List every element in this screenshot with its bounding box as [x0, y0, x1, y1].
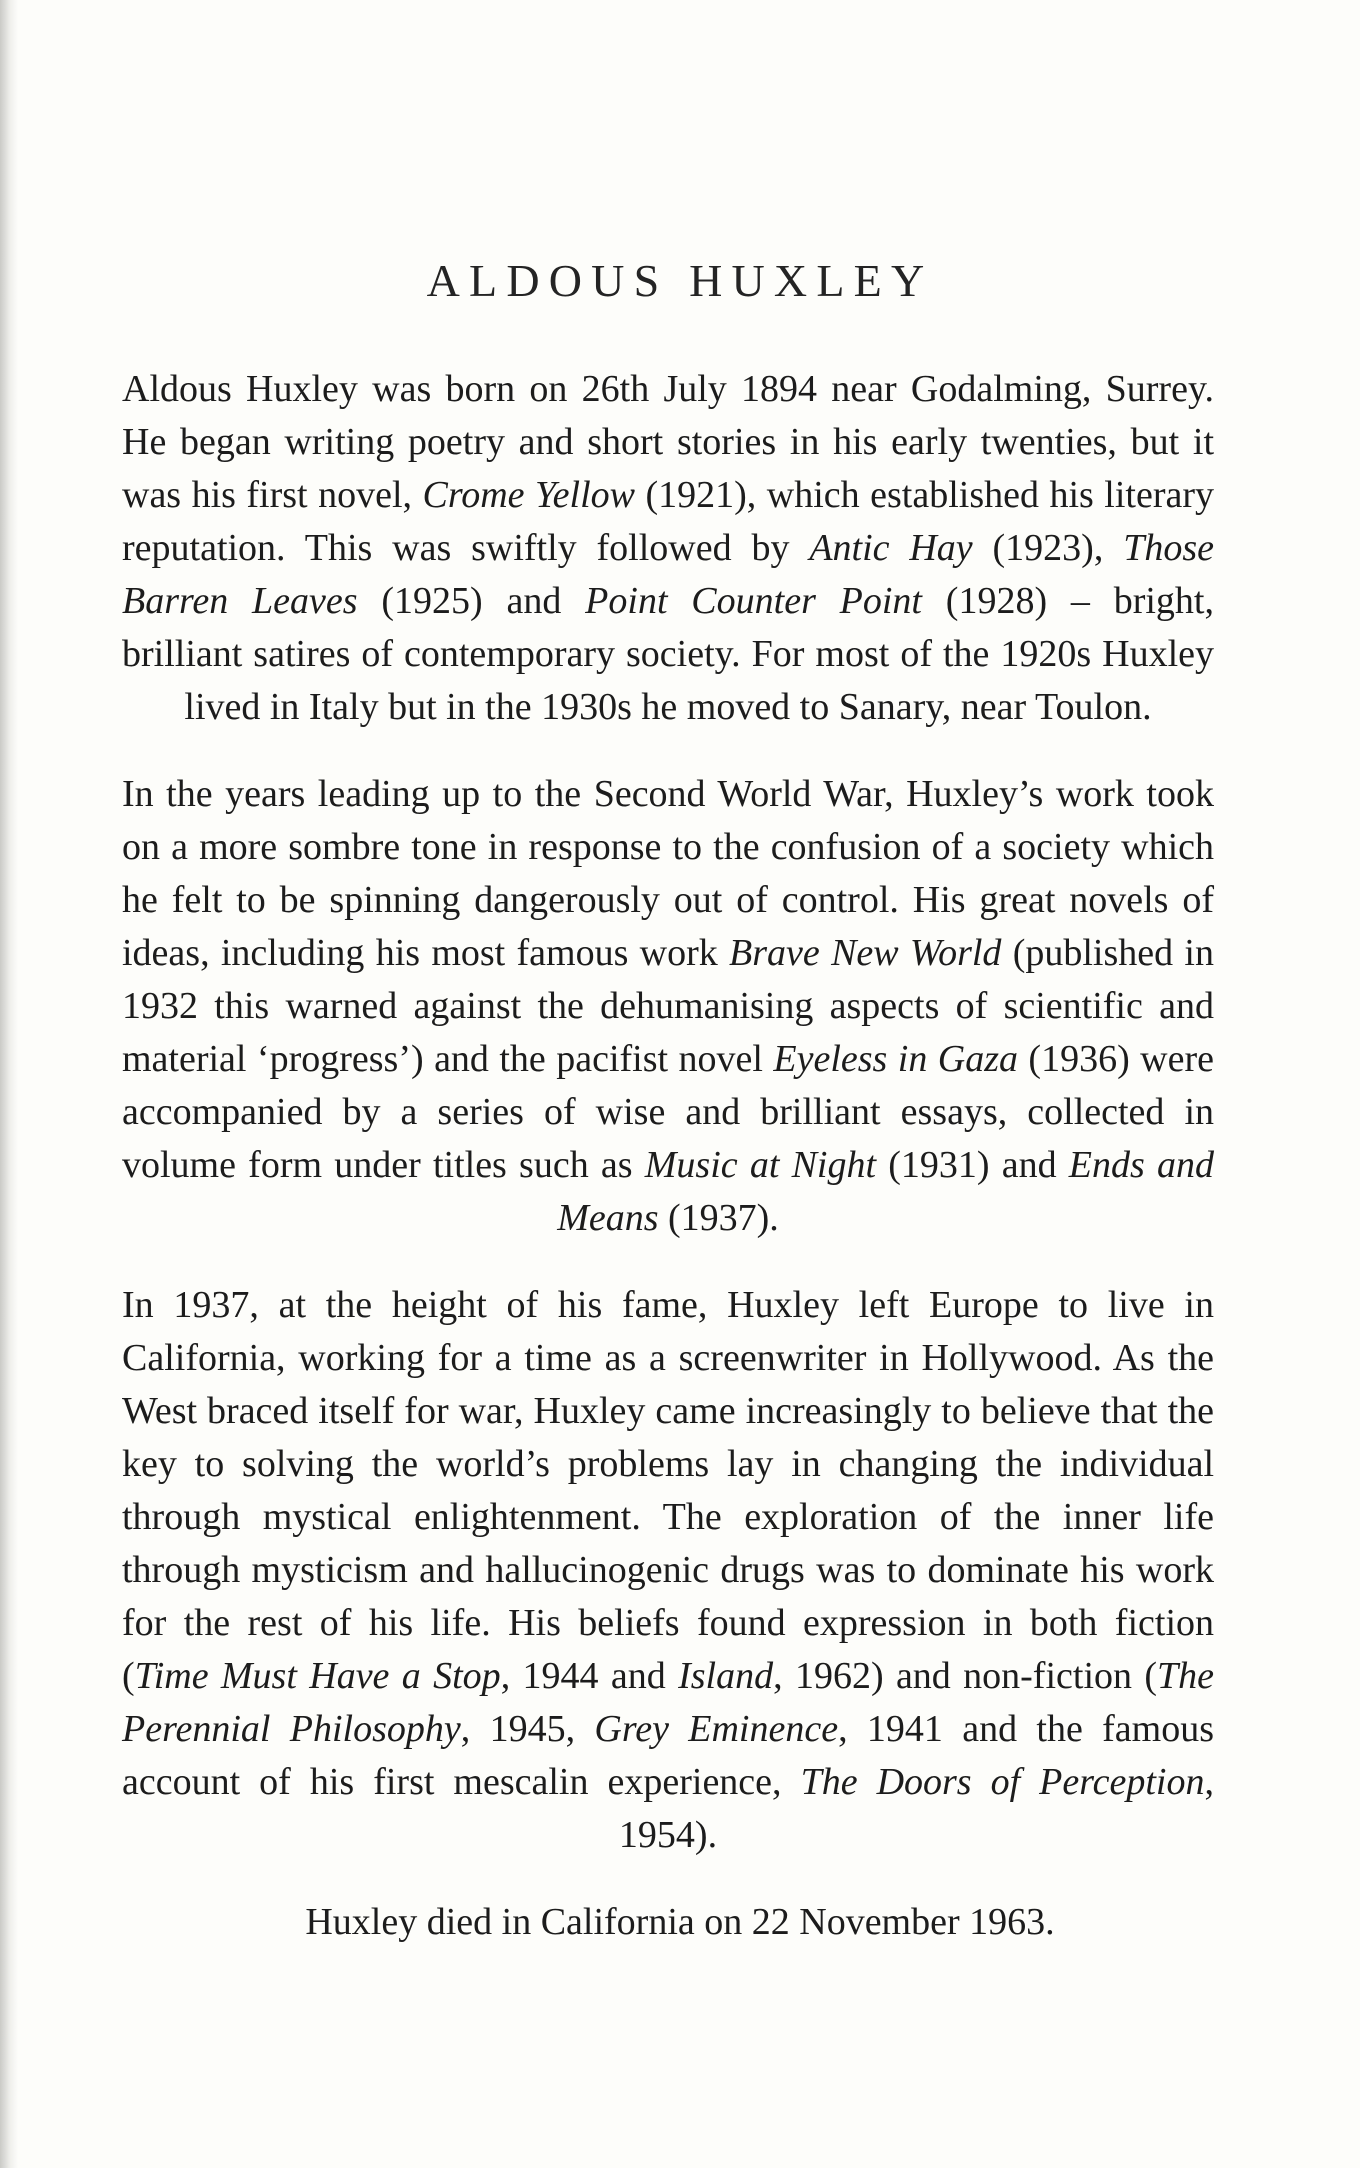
text-segment: Aldous Huxley was born on 26th July 1894 near Godalming, Surrey. He began writing poetry and short stories in his early twenties, but it was his first novel,	[122, 367, 1214, 516]
paragraph	[122, 363, 1214, 734]
biography-text	[122, 363, 1214, 1862]
text-segment: , 1941 and the famous account of his first mescalin experience,	[122, 1707, 1215, 1803]
text-segment: (published in 1932 this warned against the dehumanising aspects of scientific and material ‘progress’) and the pacifist novel	[122, 931, 1214, 1080]
text-segment: (1928) – bright, brilliant satires of contemporary society. For most of the 1920s Huxley lived in Italy but in the 1930s he moved to Sanary, near Toulon.	[122, 579, 1214, 728]
book-title-italic: Crome Yellow	[422, 473, 636, 516]
book-title-italic: Antic Hay	[809, 526, 973, 569]
book-title-italic: Time Must Have a Stop	[134, 1654, 501, 1697]
book-title-italic: Point Counter Point	[585, 579, 922, 622]
book-title-italic: The Perennial Philosophy	[122, 1654, 1214, 1750]
text-segment: (1923),	[972, 526, 1124, 569]
book-title-italic: Music at Night	[644, 1143, 877, 1186]
page-title: ALDOUS HUXLEY	[426, 255, 934, 306]
book-title-italic: Grey Eminence	[594, 1707, 839, 1750]
text-segment: (1936) were accompanied by a series of wise and brilliant essays, collected in volume form under titles such as	[122, 1037, 1214, 1186]
book-title-italic: Island	[678, 1654, 774, 1697]
paragraph	[122, 768, 1214, 1245]
text-segment: (1921), which established his literary reputation. This was swiftly followed by	[122, 473, 1215, 569]
text-segment: , 1944 and	[500, 1654, 679, 1697]
text-segment: In the years leading up to the Second World War, Huxley’s work took on a more sombre tone in response to the confusion of a society which he felt to be spinning dangerously out of control. His great novels of ideas, including his most famous work	[122, 772, 1214, 974]
paragraph	[122, 1279, 1214, 1862]
text-segment: , 1962) and non-fiction (	[773, 1654, 1157, 1697]
text-segment: In 1937, at the height of his fame, Huxley left Europe to live in California, working for a time as a screenwriter in Hollywood. As the West braced itself for war, Huxley came increasingly to believe that the key to solving the world’s problems lay in changing the individual through mystical enlightenment. The exploration of the inner life through mysticism and hallucinogenic drugs was to dominate his work for the rest of his life. His beliefs found expression in both fiction (	[122, 1283, 1214, 1697]
book-title-italic: Eyeless in Gaza	[773, 1037, 1018, 1080]
closing-line: Huxley died in California on 22 November 1963.	[305, 1900, 1055, 1943]
text-segment: (1925) and	[357, 579, 586, 622]
text-segment: , 1945,	[460, 1707, 595, 1750]
book-title-italic: Those Barren Leaves	[122, 526, 1214, 622]
text-segment: (1931) and	[876, 1143, 1069, 1186]
text-segment: , 1954).	[618, 1760, 1214, 1856]
book-title-italic: Ends and Means	[557, 1143, 1214, 1239]
text-segment: (1937).	[658, 1196, 779, 1239]
book-title-italic: Brave New World	[729, 931, 1002, 974]
book-title-italic: The Doors of Perception	[800, 1760, 1205, 1803]
